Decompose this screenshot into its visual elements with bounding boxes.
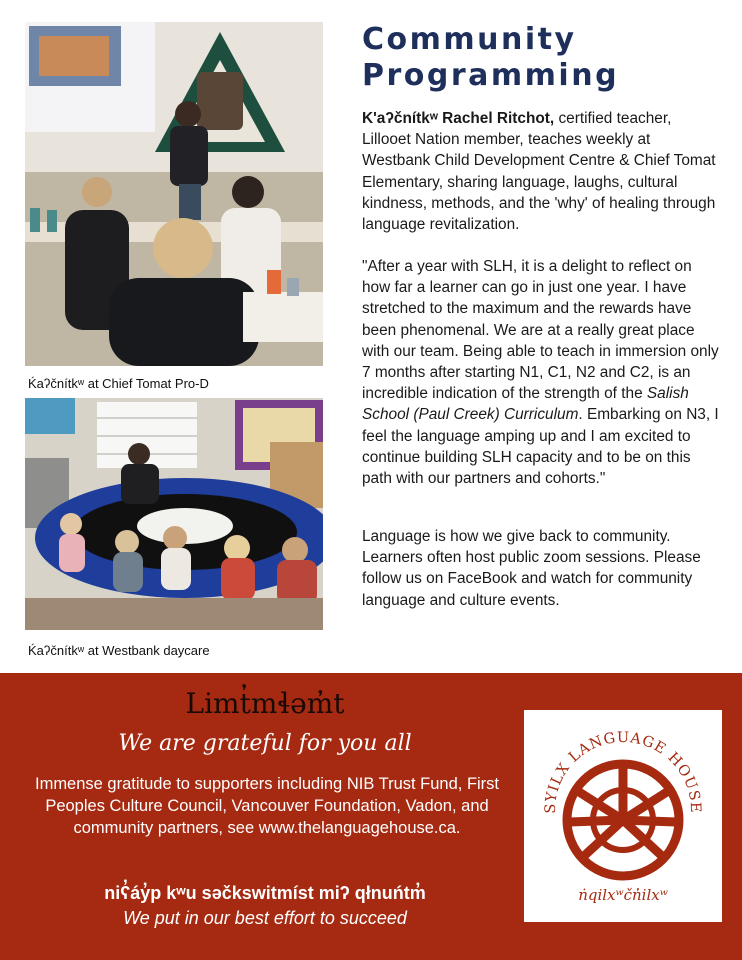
quote-text-1: "After a year with SLH, it is a delight to reflect on how far a learner can go in just one year. I have stretched to the maximum and the rewards have been phenomenal. We are at a really great place with our team. Being able to teach in immersion only 7 months after starting N1, C1, N2 and C2, is an incredible indication of the strength of the bbox=[362, 258, 719, 403]
footer-title: Limt̓mɬəm̓t bbox=[185, 687, 345, 720]
syilx-language-house-logo bbox=[524, 710, 722, 922]
top-photo-caption: Ḱaʔčnítkʷ at Chief Tomat Pro-D bbox=[28, 376, 209, 391]
logo-bottom-text: ṅqilxʷčn̓ilxʷ bbox=[578, 886, 668, 904]
quote-text-2: . Embarking on N3, I feel the language amping up and I am excited to continue building SLH capacity and to be on this path with our partners and cohorts." bbox=[362, 406, 719, 488]
title-line-1: Community bbox=[362, 22, 577, 57]
footer-gratitude-text: Immense gratitude to supporters including NIB Trust Fund, First Peoples Culture Council, Vancouver Foundation, Vadon, and community partners, see www.thelanguagehouse.ca. bbox=[34, 775, 500, 837]
logo-arc-text: SYILX LANGUAGE HOUSE bbox=[542, 729, 704, 814]
photo-westbank-daycare bbox=[25, 398, 323, 630]
photo-chief-tomat-pro-d bbox=[25, 22, 323, 366]
footer-nsyilxcen-phrase: niʕ̓áy̓p kʷu səčkswitmíst miʔ qłnuńtm̓ bbox=[104, 883, 426, 903]
curriculum-name: Salish School (Paul Creek) Curriculum bbox=[362, 385, 689, 424]
closing-paragraph bbox=[362, 526, 722, 611]
teacher-name: K'aʔčnítkʷ Rachel Ritchot, bbox=[362, 110, 555, 127]
footer-script-line: We are grateful for you all bbox=[118, 731, 412, 756]
quote-paragraph bbox=[362, 256, 722, 489]
intro-text: certified teacher, Lillooet Nation member, teaches weekly at Westbank Child Development Centre & Chief Tomat Elementary, sharing language, laughs, cultural kindness, methods, and the 'why' of healing through language revitalization. bbox=[362, 110, 716, 234]
page-title bbox=[362, 22, 722, 94]
bottom-photo-caption: Ḱaʔčnítkʷ at Westbank daycare bbox=[28, 643, 210, 658]
closing-text: Language is how we give back to community. Learners often host public zoom sessions. Please follow us on FaceBook and watch for community language and culture events. bbox=[362, 528, 701, 609]
footer-translation: We put in our best effort to succeed bbox=[123, 908, 407, 928]
title-line-2: Programming bbox=[362, 58, 620, 93]
intro-paragraph bbox=[362, 108, 722, 235]
